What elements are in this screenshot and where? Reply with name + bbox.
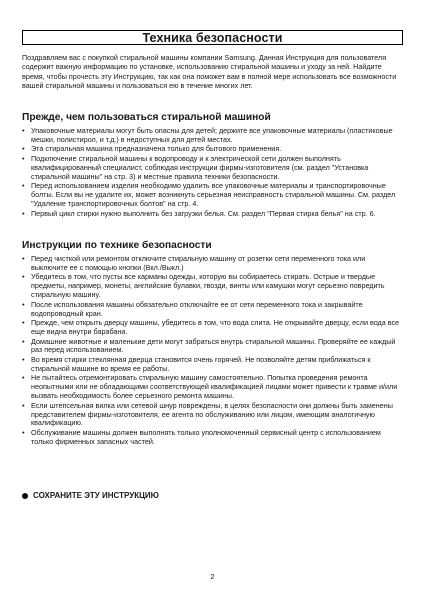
bullet-icon: • (22, 126, 25, 135)
section1-heading: Прежде, чем пользоваться стиральной машиной (22, 112, 271, 123)
bullet-icon: • (22, 144, 25, 154)
list-item: • Подключение стиральной машины к водопроводу и к электрической сети должен выполнять квалифицированный специалист, соблюдая инструкции фирмы-изготовителя (см. раздел "Установка стиральной машины" на стр. 3) и местные правила техники безопасности. (22, 153, 369, 181)
list-item: • Убедитесь в том, что пусты все карманы одежды, которую вы собираетесь стирать. Острые и твердые предметы, например, монеты, английские булавки, гвозди, винты или камушки могут серьезно повредить стиральную машину. (22, 272, 385, 300)
list-item: • После использования машины обязательно отключайте ее от сети переменного тока и закрывайте водопроводный кран. (22, 299, 363, 318)
page-number: 2 (210, 572, 215, 581)
list-item: • Не пытайтесь отремонтировать стиральную машину самостоятельно. Попытка проведения ремонта неопытными или не обладающими соответствующей квалификацией лицами может привести к травме и/или вызвать необходимость более серьезного ремонта машины. (22, 373, 398, 401)
keep-instructions-text: СОХРАНИТЕ ЭТУ ИНСТРУКЦИЮ (33, 491, 159, 500)
list-item: • Прежде, чем открыть дверцу машины, убедитесь в том, что вода слита. Не открывайте дверцу, если вода все еще видна внутри барабана. (22, 318, 400, 337)
intro-paragraph: Поздравляем вас с покупкой стиральной машины компании Samsung. Данная Инструкция для пользователя содержит важную информацию по установке, использованию стиральной машины и уходу за ней. Найдите время, чтобы прочесть эту Инструкцию, так как она поможет вам в полной мере использовать все возможности вашей стиральной машины и пользоваться ею в течение многих лет. (22, 53, 397, 90)
bullet-icon: • (22, 272, 25, 282)
list-item: • Если штепсельная вилка или сетевой шнур повреждены, в целях безопасности они должны быть заменены представителем фирмы-изготовителя, ее агента по обслуживанию или лицом, имеющим аналогичную квалификацию. (22, 400, 393, 428)
bullet-icon: • (22, 254, 25, 263)
page-title-box (22, 30, 403, 45)
list-item: • Упаковочные материалы могут быть опасны для детей; держите все упаковочные материалы (пластиковые мешки, полистирол, и т.д.) в недоступных для детей местах. (22, 126, 393, 144)
list-item: • Перед чисткой или ремонтом отключите стиральную машину от розетки сети переменного тока или выключите ее с помощью кнопки (Вкл./Выкл.) (22, 254, 366, 272)
section2-list (22, 255, 403, 447)
bullet-icon: • (22, 181, 25, 191)
list-item: • Обслуживание машины должен выполнять только уполномоченный сервисный центр с использованием только фирменных запасных частей. (22, 427, 381, 446)
list-item: • Первый цикл стирки нужно выполнить без загрузки белья. См. раздел "Первая стирка белья" на стр. 6. (22, 208, 376, 218)
list-item: • Эта стиральная машина предназначена только для бытового применения. (22, 144, 282, 154)
list-item: • Во время стирки стеклянная дверца становится очень горячей. Не позволяйте детям приближаться к стиральной машине во время ее работы. (22, 354, 371, 373)
bullet-icon: • (22, 299, 25, 309)
bullet-icon: • (22, 354, 25, 364)
list-item: • Перед использованием изделия необходимо удалить все упаковочные материалы и транспортировочные болты. Если вы не удалите их, может возникнуть серьезная неисправность стиральной машины. См. раздел "Удаление транспортировочных болтов" на стр. 4. (22, 181, 396, 209)
filled-circle-icon (22, 493, 28, 499)
bullet-icon: • (22, 336, 25, 346)
list-item: • Домашние животные и маленькие дети могут забраться внутрь стиральной машины. Проверяйте ее каждый раз перед использованием. (22, 336, 396, 355)
bullet-icon: • (22, 153, 25, 163)
bullet-icon: • (22, 318, 25, 328)
page-title: Техника безопасности (142, 30, 283, 45)
keep-instructions-note (22, 491, 159, 500)
section2-heading: Инструкции по технике безопасности (22, 240, 212, 251)
bullet-icon: • (22, 373, 25, 383)
section1-list (22, 127, 403, 219)
bullet-icon: • (22, 400, 25, 410)
bullet-icon: • (22, 208, 25, 218)
bullet-icon: • (22, 427, 25, 437)
